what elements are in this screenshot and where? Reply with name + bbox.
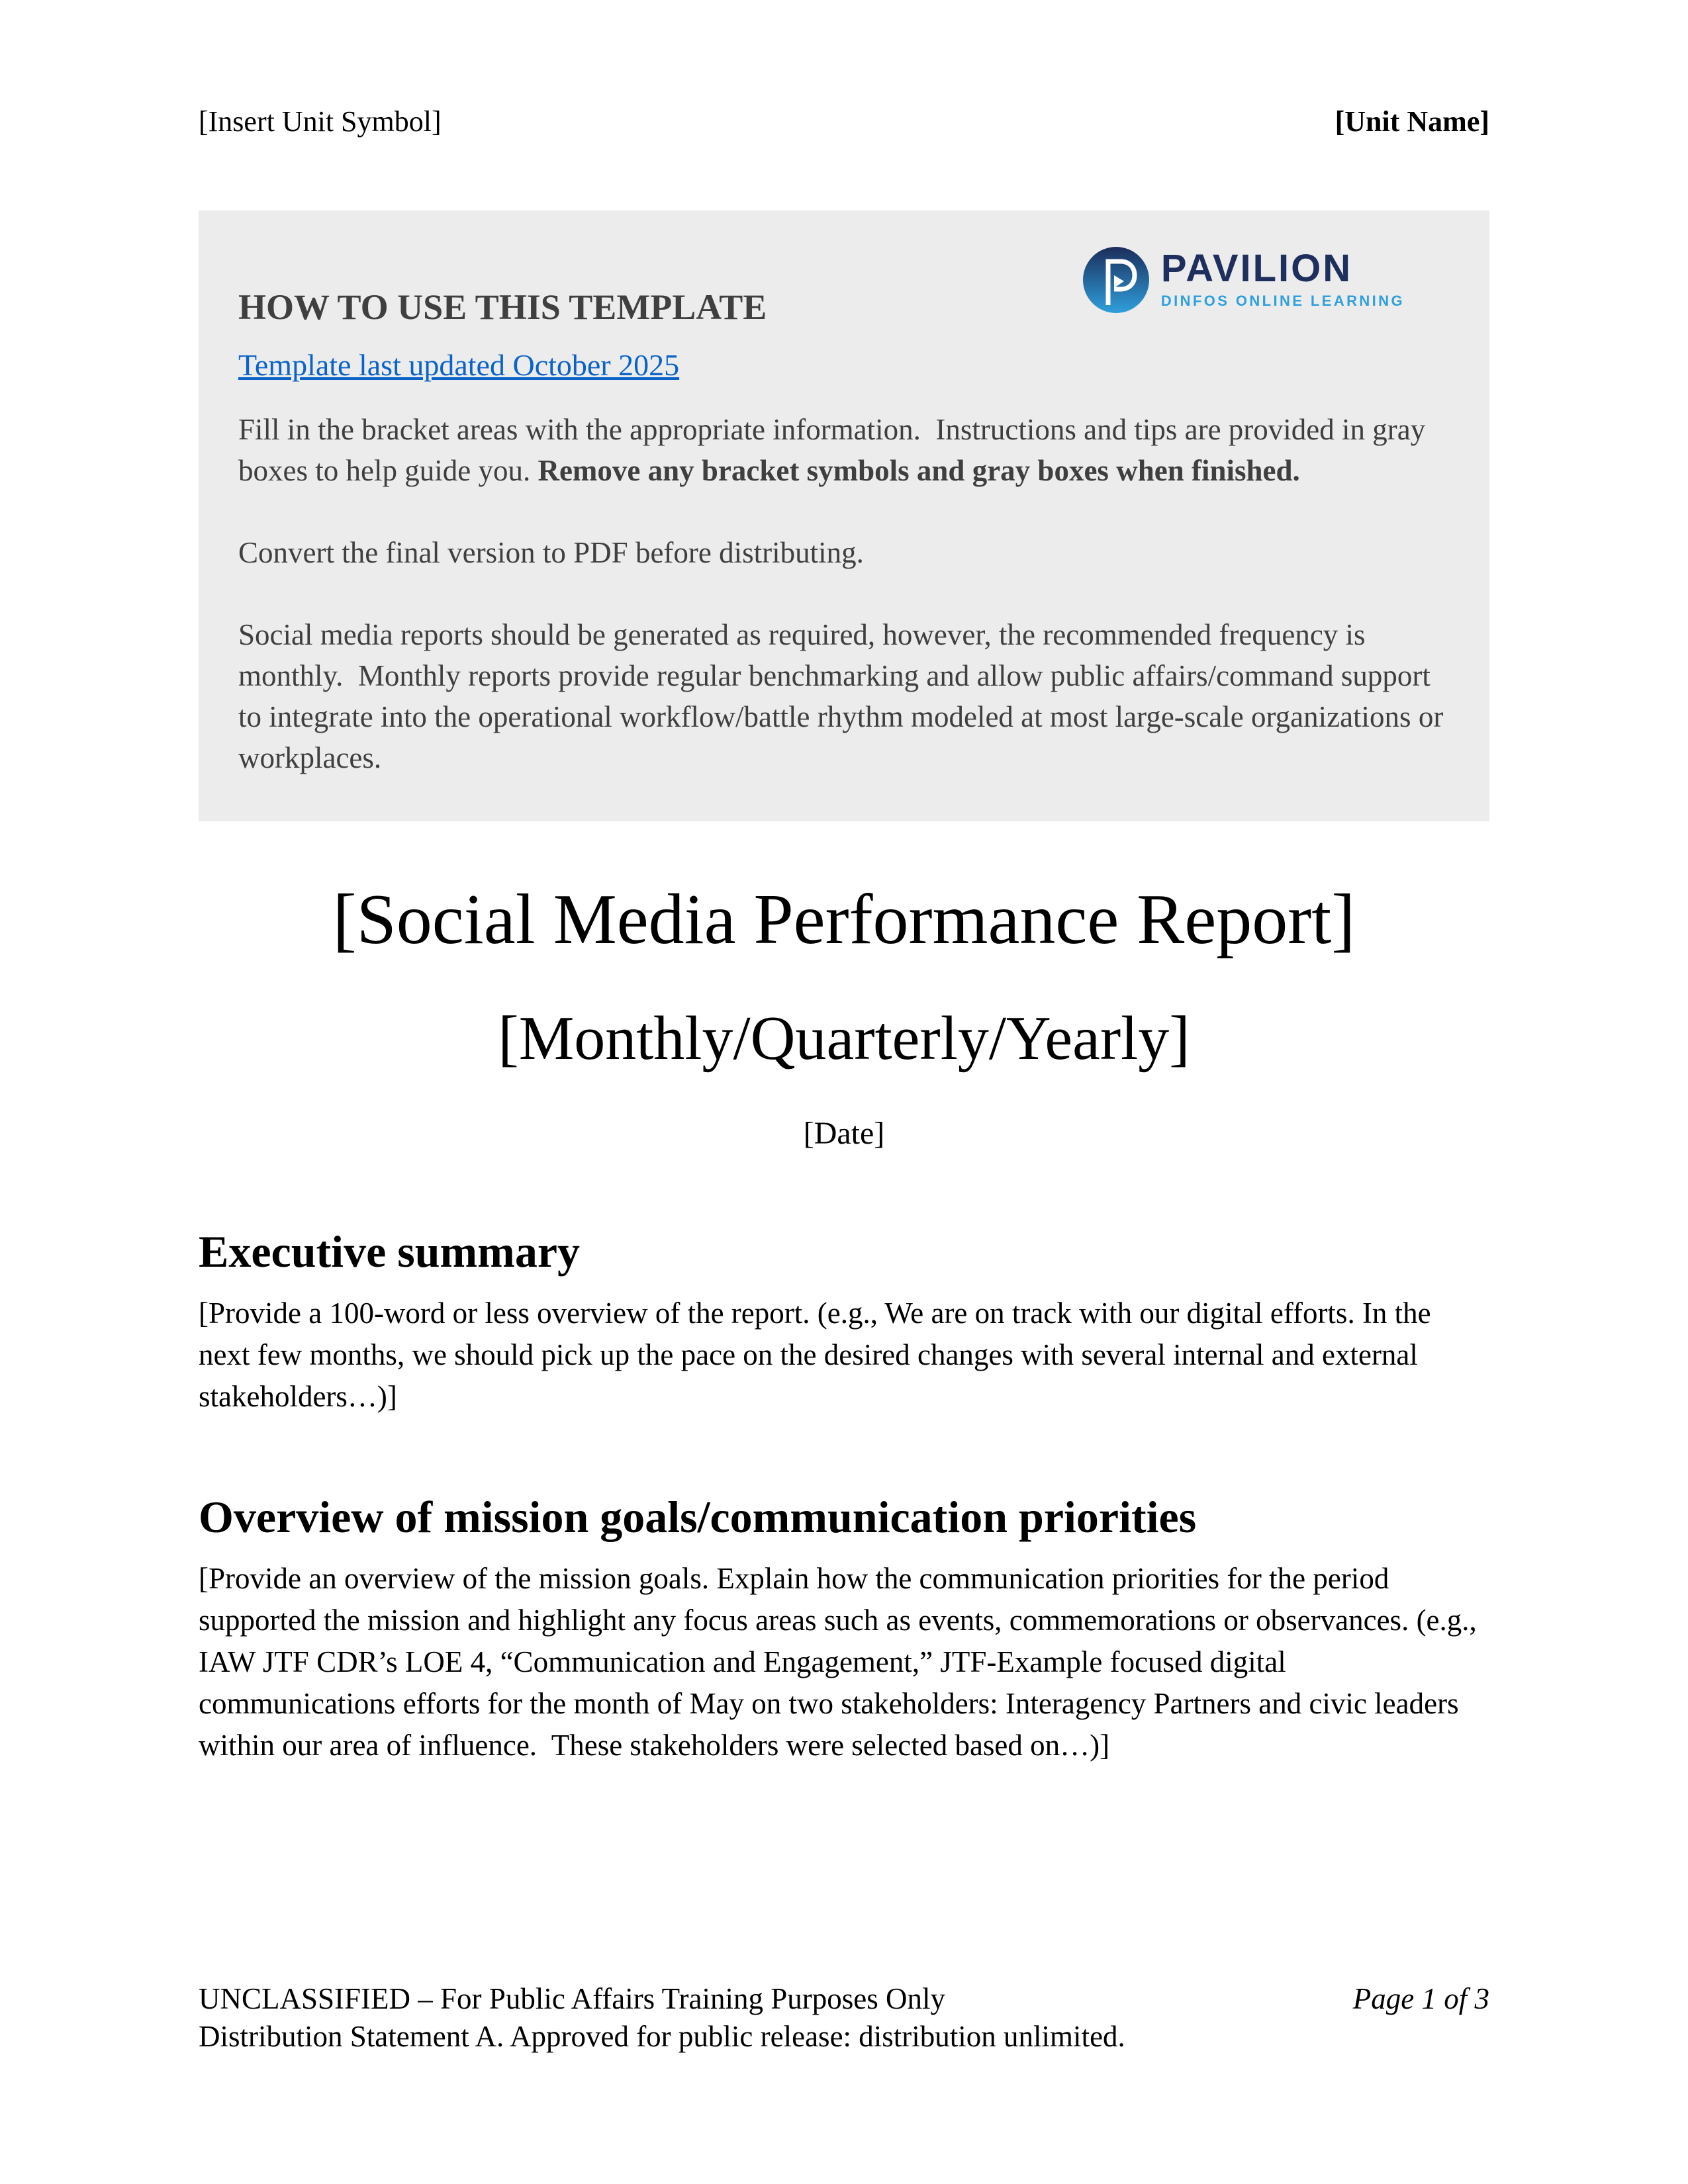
instructions-paragraph-3: Social media reports should be generated as required, however, the recommended frequency is monthly. Monthly reports provide regular benchmarking and allow public affairs/command support to integrate into the operational workflow/battle rhythm modeled at most large-scale organizations or workplaces. (238, 618, 1451, 774)
pavilion-monogram-icon (1083, 247, 1149, 313)
section-body-executive-summary: [Provide a 100-word or less overview of the report. (e.g., We are on track with our digital efforts. In the next few months, we should pick up the pace on the desired changes with several internal and external stakeholders…)] (199, 1297, 1438, 1413)
instructions-box (199, 210, 1489, 821)
instructions-paragraph-1-normal: Fill in the bracket areas with the appropriate information. Instructions and tips are provided in gray boxes to help guide you. (238, 413, 1433, 487)
footer-line-2 (199, 2018, 1489, 2056)
template-updated-link[interactable]: Template last updated October 2025 (238, 348, 680, 382)
instructions-heading: HOW TO USE THIS TEMPLATE (238, 287, 767, 327)
report-period-placeholder: [Monthly/Quarterly/Yearly] (498, 1004, 1190, 1073)
page-number: Page 1 of 3 (1352, 1982, 1489, 2015)
page-footer (199, 1980, 1489, 2056)
instructions-paragraph-1 (238, 409, 1450, 491)
pavilion-tagline: DINFOS ONLINE LEARNING (1160, 293, 1405, 309)
section-heading-executive-summary: Executive summary (199, 1226, 581, 1277)
unit-name-placeholder: [Unit Name] (1335, 105, 1489, 138)
footer-line-1 (199, 1980, 1489, 2018)
page-header (199, 105, 1489, 139)
classification-banner: UNCLASSIFIED – For Public Affairs Training Purposes Only (199, 1982, 946, 2015)
report-title-placeholder: [Social Media Performance Report] (332, 880, 1356, 959)
pavilion-brand-name: PAVILION (1160, 247, 1353, 290)
unit-symbol-placeholder: [Insert Unit Symbol] (199, 105, 442, 138)
report-date-placeholder: [Date] (803, 1116, 885, 1151)
section-heading-mission-goals-overview: Overview of mission goals/communication priorities (199, 1492, 1197, 1542)
instructions-paragraph-1-bold: Remove any bracket symbols and gray boxes when finished. (538, 454, 1300, 487)
distribution-statement: Distribution Statement A. Approved for public release: distribution unlimited. (199, 2020, 1125, 2053)
instructions-paragraph-2: Convert the final version to PDF before distributing. (238, 536, 864, 569)
pavilion-logo (1083, 247, 1405, 313)
section-body-mission-goals-overview: [Provide an overview of the mission goals. Explain how the communication priorities for the period supported the mission and highlight any focus areas such as events, commemorations or observances. (e.g., IAW JTF CDR’s LOE 4, “Communication and Engagement,” JTF-Example focused digital communications efforts for the month of May on two stakeholders: Interagency Partners and civic leaders within our area of influence. These stakeholders were selected based on…)] (199, 1562, 1485, 1762)
pavilion-logo-text (1161, 249, 1405, 311)
